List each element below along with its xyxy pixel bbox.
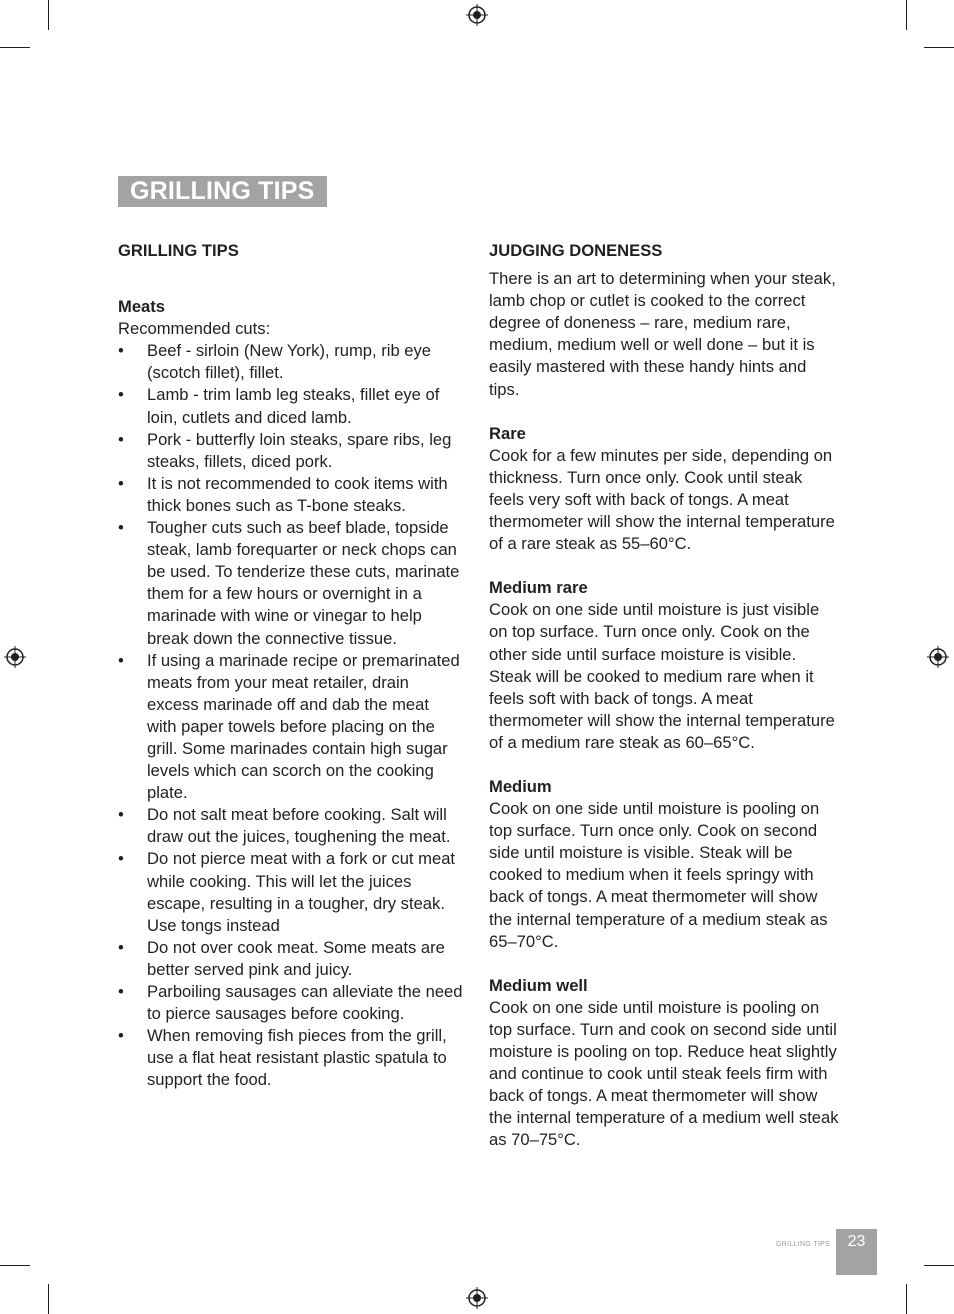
list-item: [118, 981, 463, 1025]
crop-mark: [906, 0, 907, 30]
crop-mark: [0, 47, 30, 48]
spacer: [489, 953, 839, 975]
bullet-mark: •: [118, 650, 124, 670]
registration-mark-icon: [466, 4, 488, 26]
intro-paragraph: There is an art to determining when your steak, lamb chop or cutlet is cooked to the correct degree of doneness – rare, medium rare, medium, medium well or well done – but it is easily mastered with these handy hints and tips.: [489, 269, 836, 399]
right-heading: JUDGING DONENESS: [489, 241, 663, 260]
bullet-mark: •: [118, 518, 124, 538]
bullet-mark: •: [118, 429, 124, 449]
list-item: [118, 937, 463, 981]
registration-mark-icon: [927, 646, 949, 668]
meats-title: Meats: [118, 297, 166, 317]
bullet-mark: •: [118, 341, 124, 361]
section-title-medium-rare: Medium rare: [489, 578, 588, 598]
bullet-mark: •: [118, 849, 124, 869]
list-item-text: It is not recommended to cook items with thick bones such as T-bone steaks.: [147, 473, 448, 515]
section-text-medium-well: Cook on one side until moisture is pooling on top surface. Turn and cook on second side until moisture is pooling on top. Reduce heat slightly and continue to cook until steak feels firm with back of tongs. A meat thermometer will show the internal temperature of a medium well steak as 70–75°C.: [489, 997, 839, 1150]
spacer: [489, 754, 839, 776]
list-item: [118, 1025, 463, 1091]
registration-mark-icon: [466, 1287, 488, 1309]
section-banner: GRILLING TIPS: [118, 176, 327, 207]
list-item-text: Do not pierce meat with a fork or cut meat while cooking. This will let the juices escape, resulting in a tougher, dry steak. Use tongs instead: [147, 849, 456, 935]
footer-section-label: GRILLING TIPS: [776, 1241, 830, 1248]
section-title-rare: Rare: [489, 423, 526, 443]
section-text-rare: Cook for a few minutes per side, depending on thickness. Turn once only. Cook until steak feels very soft with back of tongs. A meat thermometer will show the internal temperature of a rare steak as 55–60°C.: [489, 445, 835, 554]
crop-mark: [924, 1265, 954, 1266]
spacer: [489, 401, 839, 423]
section-title-medium-well: Medium well: [489, 975, 588, 995]
list-item-text: Lamb - trim lamb leg steaks, fillet eye of loin, cutlets and diced lamb.: [147, 385, 440, 427]
crop-mark: [48, 0, 49, 30]
left-column: [118, 240, 463, 1091]
list-item-text: When removing fish pieces from the grill, use a flat heat resistant plastic spatula to support the food.: [147, 1026, 447, 1090]
list-item-text: Do not over cook meat. Some meats are better served pink and juicy.: [147, 937, 445, 979]
list-item: [118, 384, 463, 428]
spacer: [118, 268, 463, 296]
recommended-label: Recommended cuts:: [118, 319, 271, 339]
bullet-mark: •: [118, 385, 124, 405]
list-item: [118, 848, 463, 936]
bullet-mark: •: [118, 473, 124, 493]
section-text-medium-rare: Cook on one side until moisture is just visible on top surface. Turn once only. Cook on the other side until surface moisture is visible. Steak will be cooked to medium rare when it feels soft with back of tongs. A meat thermometer will show the internal temperature of a medium rare steak as 60–65°C.: [489, 600, 835, 752]
meat-tips-list: [118, 340, 463, 1091]
list-item-text: If using a marinade recipe or premarinated meats from your meat retailer, drain excess marinade off and dab the meat with paper towels before placing on the grill. Some marinades contain high sugar levels which can scorch on the cooking plate.: [147, 650, 460, 803]
list-item-text: Do not salt meat before cooking. Salt will draw out the juices, toughening the meat.: [147, 805, 451, 847]
list-item: [118, 473, 463, 517]
crop-mark: [0, 1265, 30, 1266]
list-item: [118, 804, 463, 848]
list-item-text: Pork - butterfly loin steaks, spare ribs, leg steaks, fillets, diced pork.: [147, 429, 452, 471]
crop-mark: [906, 1284, 907, 1314]
bullet-mark: •: [118, 805, 124, 825]
list-item-text: Parboiling sausages can alleviate the need to pierce sausages before cooking.: [147, 982, 463, 1024]
list-item: [118, 429, 463, 473]
crop-mark: [924, 47, 954, 48]
right-column: [489, 240, 839, 1151]
bullet-mark: •: [118, 1026, 124, 1046]
crop-mark: [48, 1284, 49, 1314]
bullet-mark: •: [118, 937, 124, 957]
section-text-medium: Cook on one side until moisture is pooling on top surface. Turn once only. Cook on second side until moisture is visible. Steak will be cooked to medium when it feels springy with back of tongs. A meat thermometer will show the internal temperature of a medium steak as 65–70°C.: [489, 799, 828, 951]
page-number: 23: [836, 1229, 877, 1275]
section-title-medium: Medium: [489, 776, 552, 796]
list-item-text: Tougher cuts such as beef blade, topside steak, lamb forequarter or neck chops can be used. To tenderize these cuts, marinate them for a few hours or overnight in a marinade with wine or vinegar to help break down the connective tissue.: [147, 518, 460, 648]
registration-mark-icon: [4, 646, 26, 668]
left-heading: GRILLING TIPS: [118, 241, 239, 260]
list-item: [118, 340, 463, 384]
list-item-text: Beef - sirloin (New York), rump, rib eye (scotch fillet), fillet.: [147, 341, 432, 383]
list-item: [118, 650, 463, 805]
list-item: [118, 517, 463, 650]
bullet-mark: •: [118, 982, 124, 1001]
spacer: [489, 555, 839, 577]
